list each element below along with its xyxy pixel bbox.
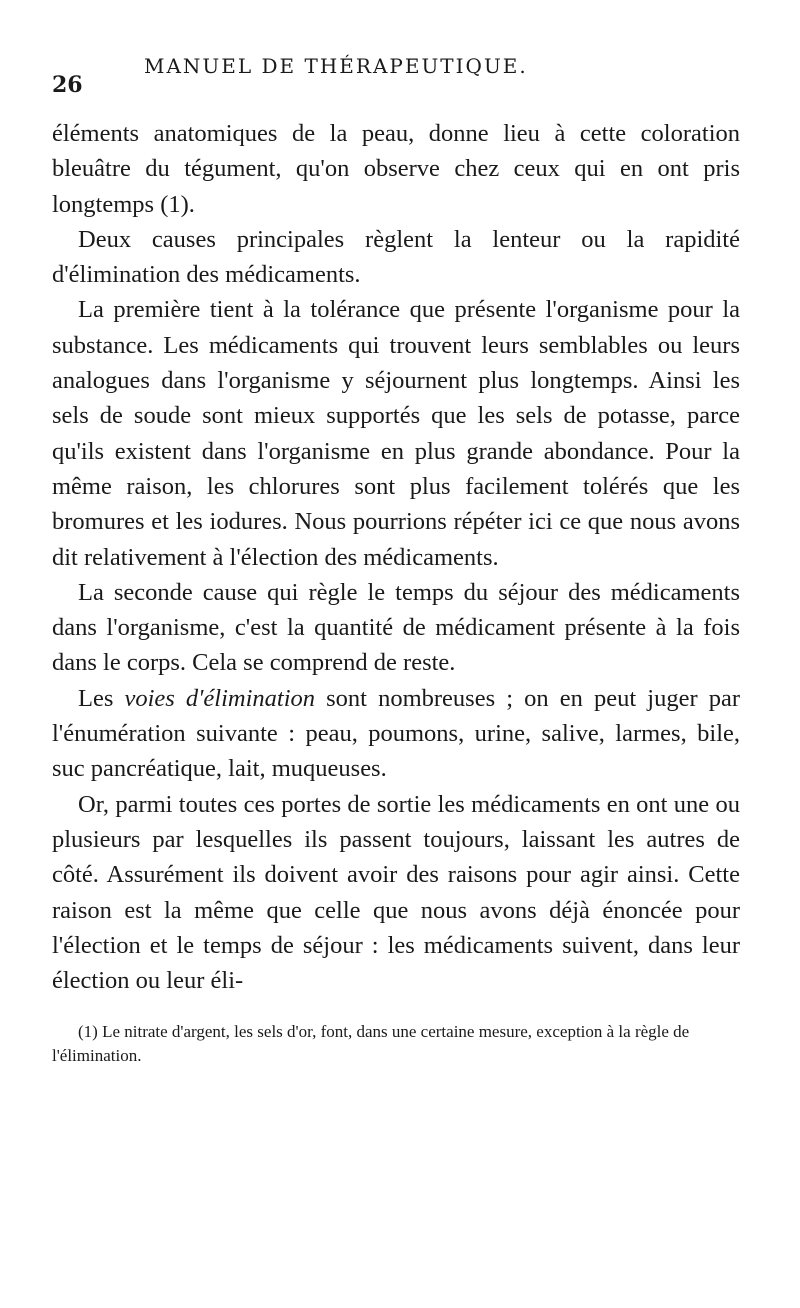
italic-term: voies d'élimination (124, 684, 316, 712)
body-text (52, 116, 740, 998)
footnote-1: (1) Le nitrate d'argent, les sels d'or, font, dans une certaine mesure, exception à la règle de l'élimination. (52, 1022, 690, 1066)
page-header (52, 46, 740, 98)
page-number: 26 (52, 72, 83, 98)
paragraph-elimination-start: Les (78, 684, 125, 712)
paragraph-two-causes: Deux causes principales règlent la lenteur ou la rapidité d'élimination des médicaments. (52, 225, 740, 289)
running-title: MANUEL DE THÉRAPEUTIQUE. (144, 54, 528, 78)
footnotes (52, 1020, 740, 1068)
paragraph-first-cause: La première tient à la tolérance que présente l'organisme pour la substance. Les médicaments qui trouvent leurs semblables ou leurs analogues dans l'organisme y séjournent plus longtemps. Ainsi les sels de soude sont mieux supportés que les sels de potasse, parce qu'ils existent dans l'organisme en plus grande abondance. Pour la même raison, les chlorures sont plus facilement tolérés que les bromures et les iodures. Nous pourrions répéter ici ce que nous avons dit relativement à l'élection des médicaments. (52, 296, 740, 571)
paragraph-second-cause: La seconde cause qui règle le temps du séjour des médicaments dans l'organisme, c'est la quantité de médicament présente à la fois dans le corps. Cela se comprend de reste. (52, 578, 740, 677)
paragraph-exit-doors: Or, parmi toutes ces portes de sortie les médicaments en ont une ou plusieurs par lesquelles ils passent toujours, laissant les autres de côté. Assurément ils doivent avoir des raisons pour agir ainsi. Cette raison est la même que celle que nous avons déjà énoncée pour l'élection et le temps de séjour : les médicaments suivent, dans leur élection ou leur éli- (52, 790, 740, 995)
paragraph-elimination-end: sont nombreuses ; on en peut juger par l'énumération suivante : peau, poumons, urine, salive, larmes, bile, suc pancréatique, lait, muqueuses. (52, 684, 741, 783)
paragraph-continuation: éléments anatomiques de la peau, donne lieu à cette coloration bleuâtre du tégument, qu'on observe chez ceux qui en ont pris longtemps (1). (52, 120, 740, 218)
paragraph-elimination-routes (52, 681, 740, 787)
